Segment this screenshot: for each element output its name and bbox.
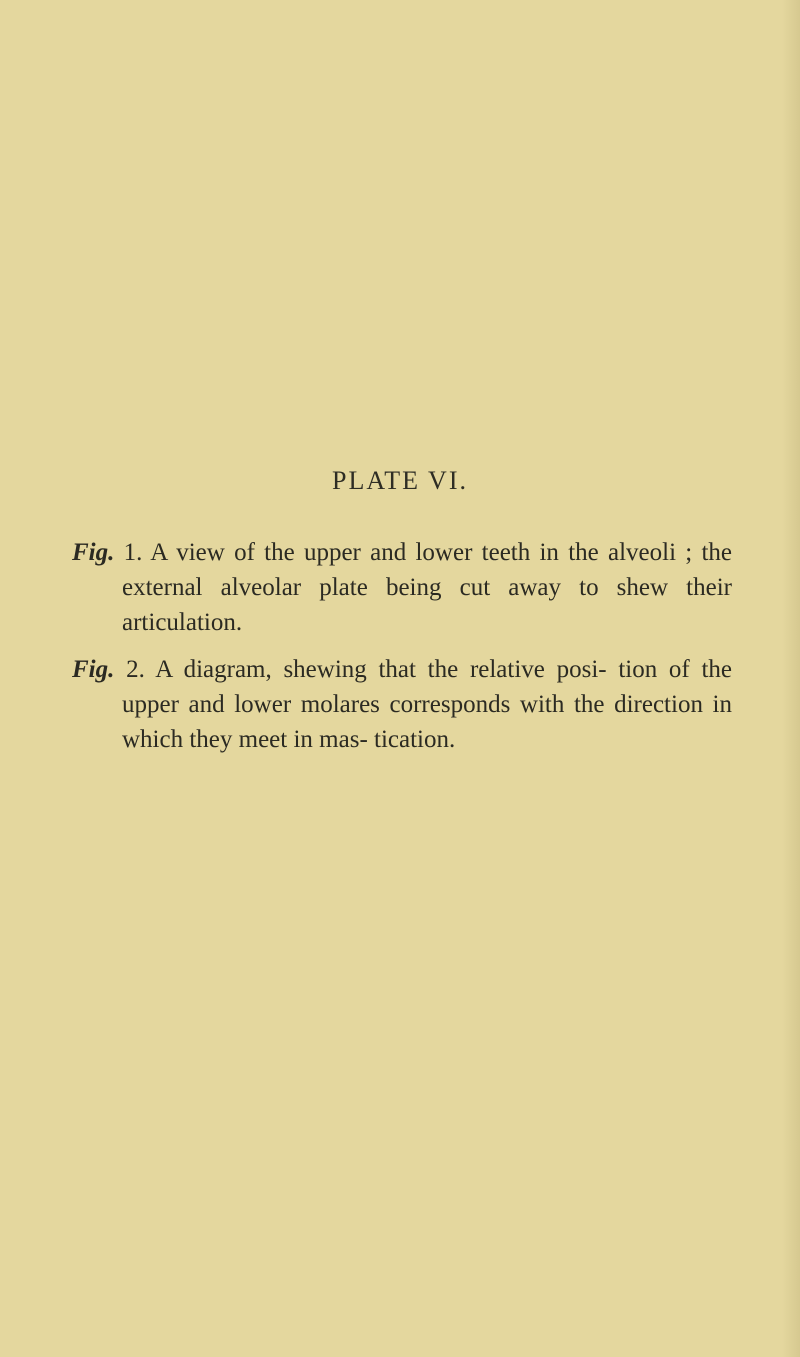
figure-label: Fig. xyxy=(72,539,115,566)
page-edge-shadow xyxy=(782,0,800,1357)
figure-number: 2. xyxy=(126,656,145,683)
figure-number: 1. xyxy=(123,539,143,566)
figure-caption-1 xyxy=(72,535,732,640)
plate-title: PLATE VI. xyxy=(332,466,468,495)
figure-description: A view of the upper and lower teeth in the alveoli ; the external alveolar plate being cut away to shew their articulation. xyxy=(122,539,733,636)
figure-description: A diagram, shewing that the relative posi- tion of the upper and lower molares corresponds with the direction in which they meet in mas- tication. xyxy=(122,656,733,753)
figure-label: Fig. xyxy=(72,656,115,683)
figure-caption-2 xyxy=(72,652,732,757)
figure-captions xyxy=(72,535,732,769)
